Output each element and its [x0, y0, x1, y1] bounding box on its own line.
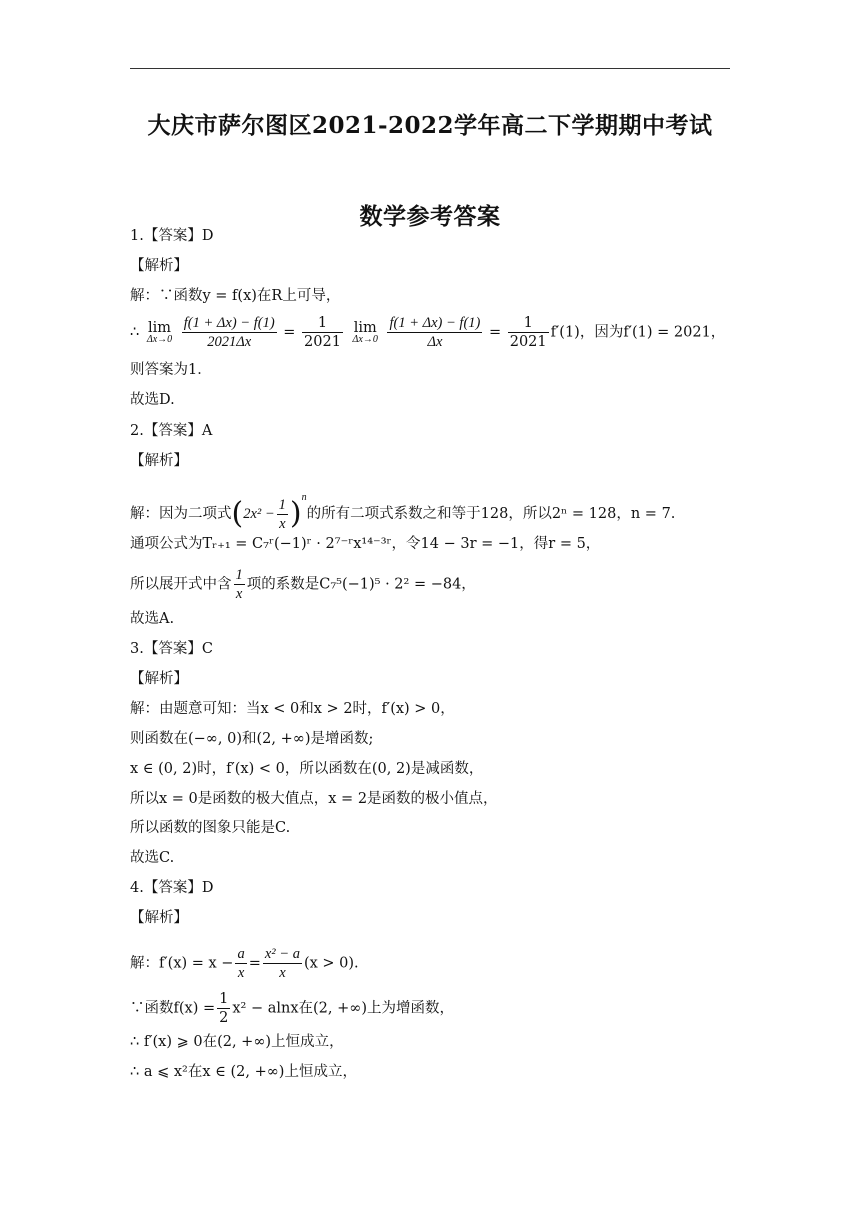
q1-analysis-label: 【解析】 — [130, 258, 188, 274]
q2-expr: 2x² − — [243, 506, 275, 522]
q3-analysis-label: 【解析】 — [130, 671, 188, 687]
q4-line-1 — [130, 945, 359, 982]
q3-answer: 3.【答案】C — [130, 641, 213, 657]
q2-fraction: $\frac{1}{x}$ — [278, 496, 286, 532]
q1-answer: 1.【答案】D — [130, 228, 214, 244]
right-paren: ) — [289, 496, 302, 531]
page-subtitle: 数学参考答案 — [359, 203, 501, 230]
q2-line-1-pre: 解：因为二项式 — [130, 506, 232, 522]
q3-line-5: 所以函数的图象只能是C. — [130, 820, 291, 836]
q2-line-3-pre: 所以展开式中含 — [130, 576, 232, 593]
q4-equals: = — [248, 955, 261, 972]
q1-line-1: 解：∵函数y = f(x)在R上可导， — [130, 288, 341, 304]
q4-answer: 4.【答案】D — [130, 880, 214, 896]
q2-line-4: 故选A. — [130, 611, 175, 627]
limit-2: lim Δx→0 — [352, 319, 378, 345]
q1-line-2-tail: f′(1)，因为f′(1) = 2021， — [550, 324, 726, 341]
q4-fraction-a: $\frac{a}{x}$ — [237, 946, 245, 981]
q2-line-3-post: 项的系数是C₇⁵(−1)⁵ · 2² = −84， — [246, 576, 476, 593]
q2-line-2: 通项公式为Tᵣ₊₁ = C₇ʳ(−1)ʳ · 2⁷⁻ʳx¹⁴⁻³ʳ，令14 − 3r = −1，得r = 5， — [130, 536, 601, 552]
q1-line-2 — [130, 314, 725, 351]
q4-fraction-b: $\frac{\text{x² − a}}{x}$ — [264, 946, 300, 981]
fraction-2: $\frac{1}{2021}$ — [304, 315, 341, 350]
q3-line-3: x ∈ (0, 2)时，f′(x) < 0，所以函数在(0, 2)是减函数， — [130, 761, 484, 777]
therefore-symbol: ∴ — [130, 324, 140, 341]
header-rule — [130, 68, 730, 69]
q2-line-1-post: 的所有二项式系数之和等于128，所以2ⁿ = 128，n = 7. — [306, 506, 676, 522]
left-paren: ( — [231, 496, 244, 531]
fraction-3: $\frac{f(1 + \Delta x) - f(1)}{\Delta x}$ — [389, 315, 481, 350]
limit-1: lim Δx→0 — [146, 319, 173, 345]
q3-line-1: 解：由题意可知：当x < 0和x > 2时，f′(x) > 0， — [130, 701, 455, 717]
q2-analysis-label: 【解析】 — [130, 453, 188, 469]
q2-fraction-2: $\frac{1}{x}$ — [235, 567, 243, 602]
q4-fraction-c: $\frac{1}{2}$ — [219, 991, 229, 1026]
equals-2: = — [488, 324, 502, 341]
equals-1: = — [283, 324, 296, 341]
q4-line-2-post: x² − alnx在(2, +∞)上为增函数， — [232, 1000, 455, 1017]
q4-line-2-pre: ∵函数f(x) = — [130, 1000, 216, 1017]
q2-line-3 — [130, 566, 476, 603]
q4-line-1-pre: 解：f′(x) = x − — [130, 955, 234, 972]
q4-line-2 — [130, 990, 454, 1027]
q4-line-3: ∴ f′(x) ⩾ 0在(2, +∞)上恒成立， — [130, 1034, 344, 1050]
q1-line-3: 则答案为1． — [130, 362, 212, 378]
fraction-4: $\frac{1}{2021}$ — [509, 315, 547, 350]
q3-line-6: 故选C. — [130, 850, 175, 866]
fraction-1: $\frac{f(1 + \Delta x) - f(1)}{2021\Delta x}$ — [183, 315, 275, 350]
q3-line-4: 所以x = 0是函数的极大值点，x = 2是函数的极小值点， — [130, 791, 498, 807]
q2-exponent: n — [301, 492, 307, 503]
q3-line-2: 则函数在(−∞, 0)和(2, +∞)是增函数; — [130, 731, 374, 747]
q4-analysis-label: 【解析】 — [130, 910, 188, 926]
q1-line-4: 故选D. — [130, 392, 175, 408]
page-title: 大庆市萨尔图区2021-2022学年高二下学期期中考试 — [147, 112, 713, 139]
q4-line-1-post: (x > 0). — [303, 955, 359, 972]
q2-answer: 2.【答案】A — [130, 423, 213, 439]
q2-line-1 — [130, 488, 675, 533]
q4-line-4: ∴ a ⩽ x²在x ∈ (2, +∞)上恒成立， — [130, 1064, 357, 1080]
